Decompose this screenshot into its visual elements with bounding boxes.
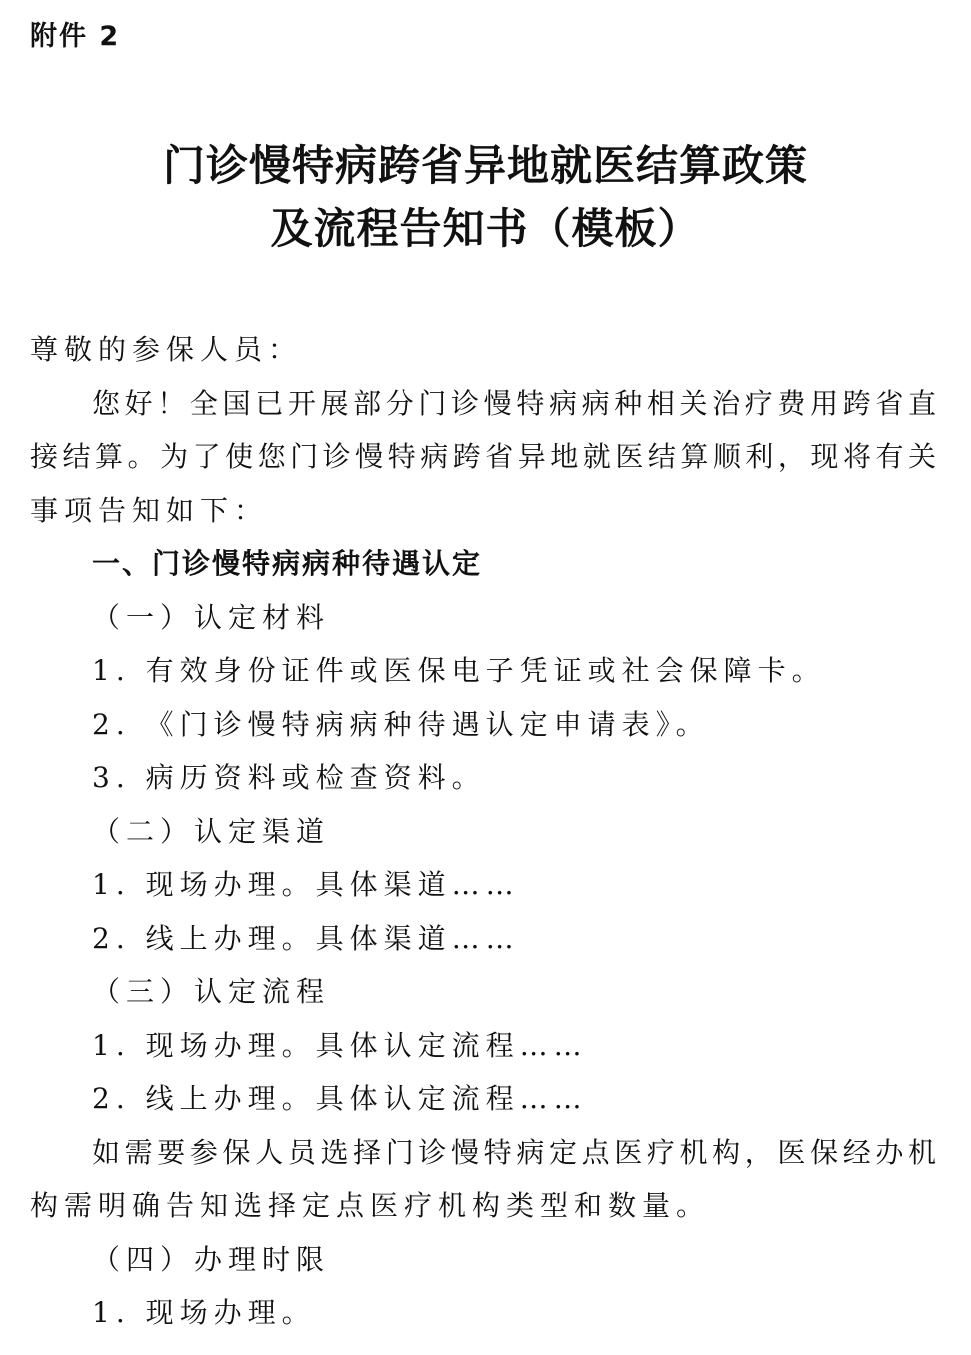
subsection-3-item: 1. 现场办理。具体认定流程……: [92, 1029, 588, 1062]
subsection-1-item: 1. 有效身份证件或医保电子凭证或社会保障卡。: [92, 654, 826, 687]
subsection-3-item: 2. 线上办理。具体认定流程……: [92, 1082, 588, 1115]
intro-line-3: 事项告知如下：: [30, 494, 269, 527]
intro-line-2: 接结算。为了使您门诊慢特病跨省异地就医结算顺利，现将有关: [30, 440, 940, 473]
subsection-2-item: 2. 线上办理。具体渠道……: [92, 922, 520, 955]
attachment-label: 附件 2: [30, 21, 121, 52]
note-line-1: 如需要参保人员选择门诊慢特病定点医疗机构，医保经办机: [92, 1136, 940, 1169]
subsection-1-item: 3. 病历资料或检查资料。: [92, 761, 486, 794]
subsection-1-item: 2. 《门诊慢特病病种待遇认定申请表》。: [92, 708, 710, 741]
salutation: 尊敬的参保人员：: [30, 333, 303, 366]
subsection-2-item: 1. 现场办理。具体渠道……: [92, 868, 520, 901]
subsection-1-heading: （一）认定材料: [92, 601, 331, 634]
subsection-2-heading: （二）认定渠道: [92, 815, 331, 848]
document-title-line-2: 及流程告知书（模板）: [270, 204, 701, 253]
document-title-line-1: 门诊慢特病跨省异地就医结算政策: [162, 141, 808, 190]
note-line-2: 构需明确告知选择定点医疗机构类型和数量。: [30, 1189, 711, 1222]
subsection-4-item: 1. 现场办理。: [92, 1296, 316, 1329]
section-1-heading: 一、门诊慢特病病种待遇认定: [92, 547, 483, 580]
subsection-3-heading: （三）认定流程: [92, 975, 331, 1008]
intro-line-1: 您好！全国已开展部分门诊慢特病病种相关治疗费用跨省直: [92, 387, 940, 420]
subsection-4-heading: （四）办理时限: [92, 1243, 331, 1276]
